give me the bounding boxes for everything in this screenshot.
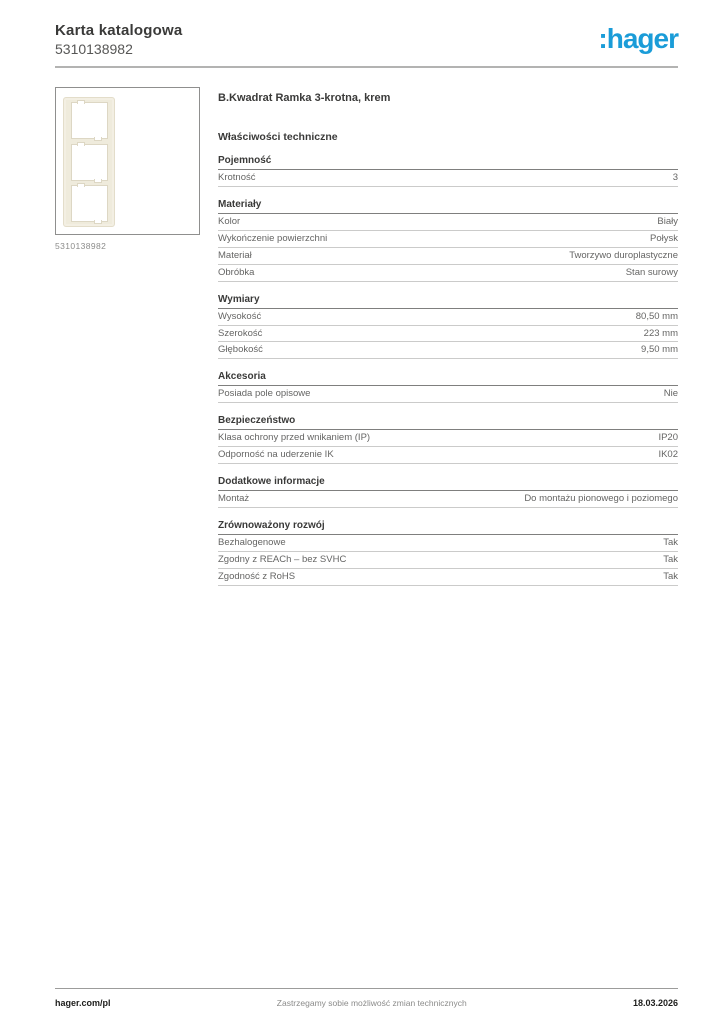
spec-label: Obróbka bbox=[218, 266, 255, 278]
spec-value: 3 bbox=[672, 172, 678, 183]
spec-section-bezpiecze-stwo bbox=[218, 415, 678, 464]
main-content bbox=[55, 87, 678, 988]
spec-row bbox=[218, 170, 678, 187]
section-title: Zrównoważony rozwój bbox=[218, 520, 678, 535]
spec-label: Głębokość bbox=[218, 344, 263, 356]
spec-section-akcesoria bbox=[218, 371, 678, 403]
section-title: Bezpieczeństwo bbox=[218, 415, 678, 430]
spec-section-dodatkowe-informacje bbox=[218, 476, 678, 508]
page-footer bbox=[55, 988, 678, 1008]
spec-label: Zgodny z REACh – bez SVHC bbox=[218, 553, 347, 565]
spec-label: Materiał bbox=[218, 249, 252, 261]
footer-website-link[interactable]: hager.com/pl bbox=[55, 998, 111, 1008]
spec-value: Nie bbox=[663, 388, 678, 400]
product-image bbox=[55, 87, 200, 235]
footer-disclaimer: Zastrzegamy sobie możliwość zmian technicznych bbox=[276, 998, 467, 1008]
spec-label: Bezhalogenowe bbox=[218, 537, 286, 549]
spec-label: Wysokość bbox=[218, 310, 262, 322]
spec-row bbox=[218, 535, 678, 552]
spec-row bbox=[218, 491, 678, 508]
footer-divider bbox=[55, 988, 678, 989]
spec-label: Szerokość bbox=[218, 327, 263, 339]
product-image-caption: 5310138982 bbox=[55, 241, 107, 251]
spec-row bbox=[218, 569, 678, 586]
frame-opening-1 bbox=[71, 102, 108, 139]
spec-label: Montaż bbox=[218, 493, 250, 505]
spec-label: Kolor bbox=[218, 215, 241, 227]
specs-heading: Właściwości techniczne bbox=[218, 131, 338, 143]
spec-row bbox=[218, 447, 678, 464]
product-image-column bbox=[55, 87, 200, 251]
section-title: Dodatkowe informacje bbox=[218, 476, 678, 491]
spec-value: Do montażu pionowego i poziomego bbox=[524, 493, 678, 505]
spec-value: Stan surowy bbox=[625, 266, 678, 278]
spec-value: 80,50 mm bbox=[635, 310, 678, 322]
spec-section-materia-y bbox=[218, 199, 678, 282]
section-title: Materiały bbox=[218, 199, 678, 214]
spec-label: Krotność bbox=[218, 172, 256, 183]
spec-value: Połysk bbox=[650, 232, 678, 244]
spec-row bbox=[218, 430, 678, 447]
spec-row bbox=[218, 386, 678, 403]
frame-opening-3 bbox=[71, 185, 108, 222]
spec-row bbox=[218, 326, 678, 343]
spec-section-wymiary bbox=[218, 294, 678, 360]
spec-value: Tak bbox=[663, 553, 678, 565]
spec-value: 223 mm bbox=[643, 327, 678, 339]
spec-value: Tak bbox=[663, 537, 678, 549]
section-title: Akcesoria bbox=[218, 371, 678, 386]
frame-illustration bbox=[63, 97, 115, 227]
spec-section-pojemno bbox=[218, 155, 678, 187]
section-title: Pojemność bbox=[218, 155, 678, 170]
spec-label: Wykończenie powierzchni bbox=[218, 232, 328, 244]
spec-value: Tak bbox=[663, 570, 678, 582]
header-text-block bbox=[55, 22, 182, 57]
spec-label: Zgodność z RoHS bbox=[218, 570, 296, 582]
document-product-code: 5310138982 bbox=[55, 41, 133, 57]
spec-value: IK02 bbox=[658, 449, 678, 461]
spec-label: Odporność na uderzenie IK bbox=[218, 449, 334, 461]
product-name: B.Kwadrat Ramka 3-krotna, krem bbox=[218, 92, 391, 104]
footer-date: 18.03.2026 bbox=[632, 998, 678, 1008]
spec-value: Tworzywo duroplastyczne bbox=[569, 249, 678, 261]
spec-label: Posiada pole opisowe bbox=[218, 388, 311, 400]
hager-logo: :hager bbox=[598, 23, 678, 54]
spec-row bbox=[218, 309, 678, 326]
spec-row bbox=[218, 214, 678, 231]
spec-value: Biały bbox=[657, 215, 678, 227]
spec-value: IP20 bbox=[658, 432, 678, 444]
page-header bbox=[55, 22, 678, 57]
spec-row bbox=[218, 231, 678, 248]
header-divider bbox=[55, 66, 678, 68]
frame-opening-2 bbox=[71, 144, 108, 181]
spec-row bbox=[218, 248, 678, 265]
specs-column bbox=[218, 87, 678, 586]
footer-row bbox=[55, 998, 678, 1008]
spec-section-zr-wnowa-ony-rozw-j bbox=[218, 520, 678, 586]
document-title: Karta katalogowa bbox=[55, 22, 183, 39]
section-title: Wymiary bbox=[218, 294, 678, 309]
spec-value: 9,50 mm bbox=[641, 344, 678, 356]
spec-row bbox=[218, 342, 678, 359]
spec-row bbox=[218, 265, 678, 282]
spec-row bbox=[218, 552, 678, 569]
spec-sections bbox=[218, 155, 678, 586]
spec-label: Klasa ochrony przed wnikaniem (IP) bbox=[218, 432, 371, 444]
